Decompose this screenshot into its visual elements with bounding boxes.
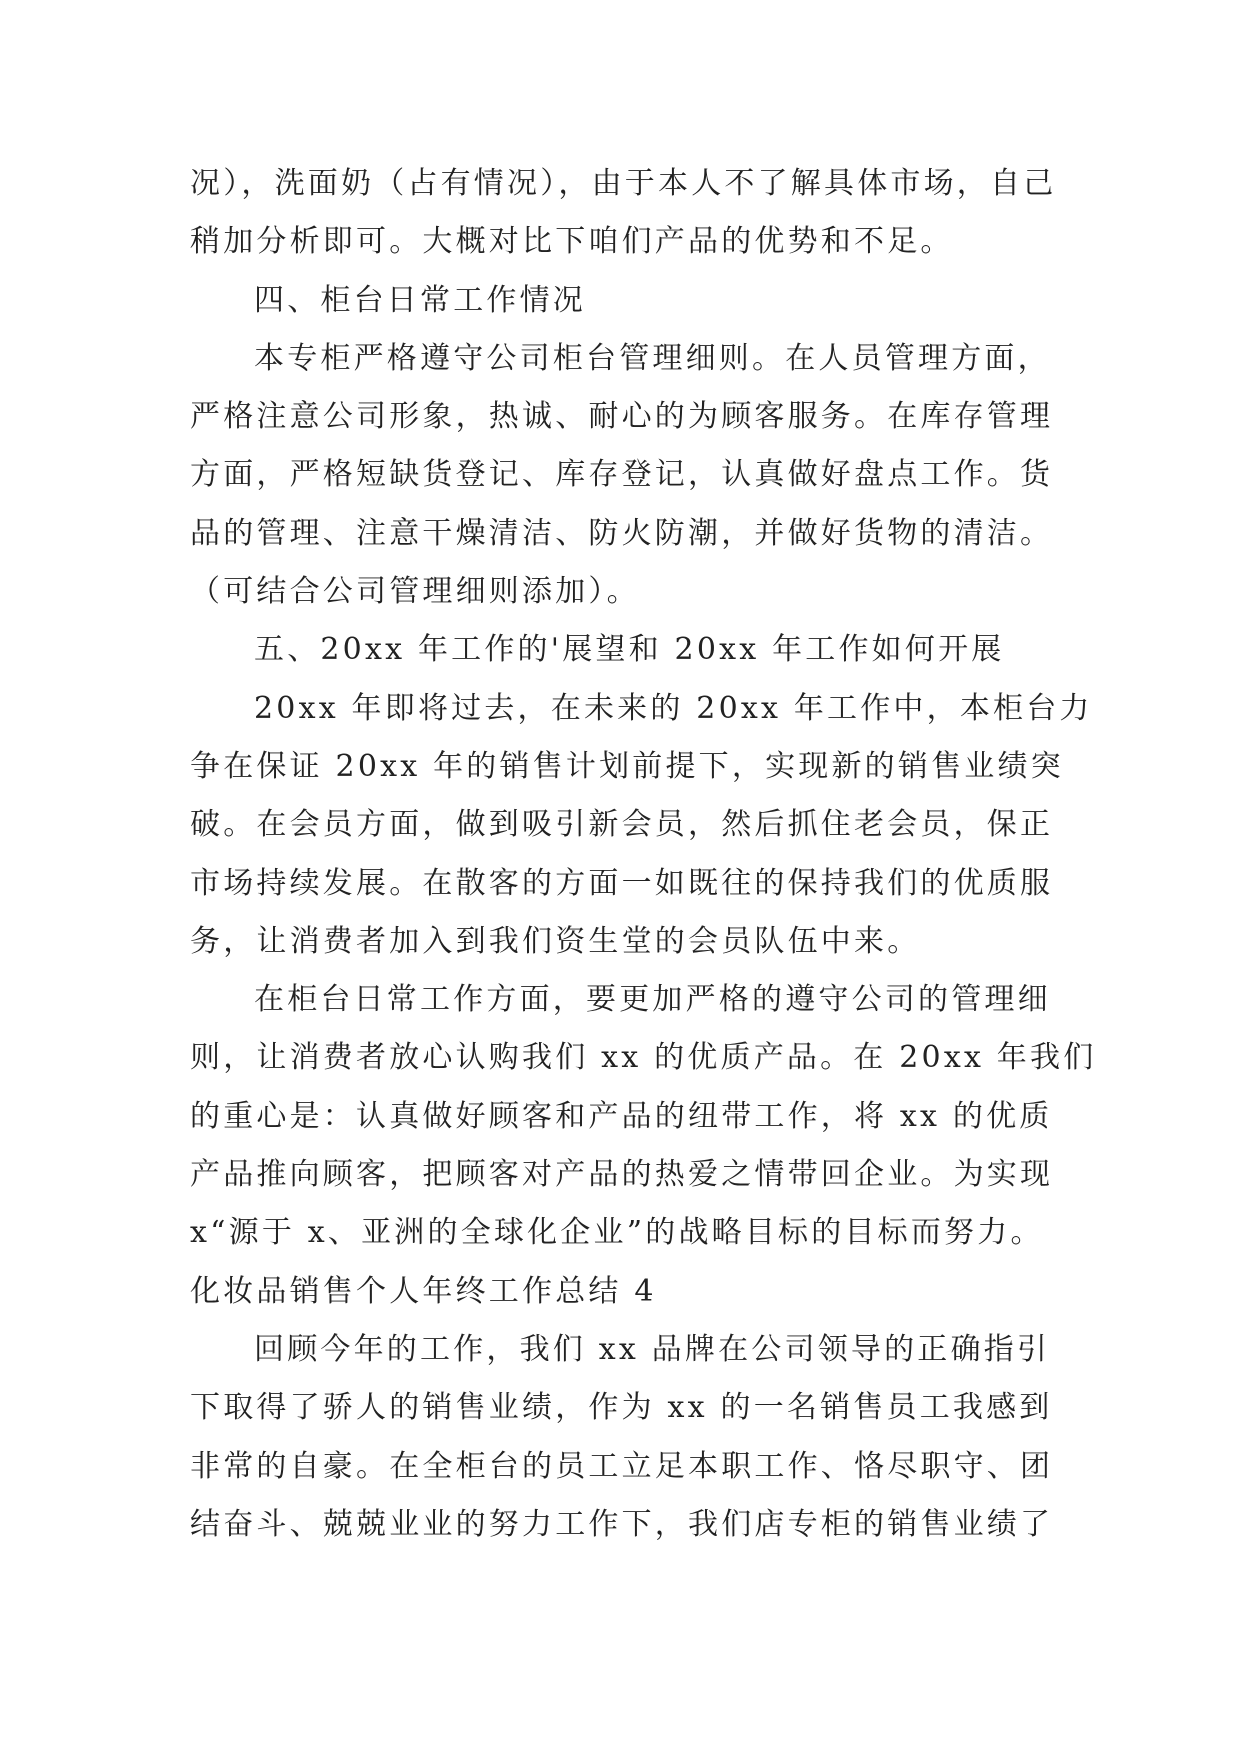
- section-heading: 四、柜台日常工作情况: [254, 282, 586, 318]
- text-line: 市场持续发展。在散客的方面一如既往的保持我们的优质服: [190, 865, 1054, 901]
- text-line: 况），洗面奶（占有情况），由于本人不了解具体市场，自己: [190, 166, 1057, 201]
- text-line: （可结合公司管理细则添加）。: [190, 574, 640, 610]
- text-line: 破。在会员方面，做到吸引新会员，然后抓住老会员，保正: [190, 807, 1054, 843]
- text-line: 则，让消费者放心认购我们 xx 的优质产品。在 20xx 年我们: [190, 1040, 1097, 1076]
- text-line: 争在保证 20xx 年的销售计划前提下，实现新的销售业绩突: [190, 748, 1064, 784]
- text-line: 在柜台日常工作方面，要更加严格的遵守公司的管理细: [254, 982, 1051, 1018]
- text-line: 产品推向顾客，把顾客对产品的热爱之情带回企业。为实现: [190, 1157, 1054, 1193]
- text-line: 的重心是：认真做好顾客和产品的纽带工作，将 xx 的优质: [190, 1098, 1053, 1134]
- text-line: 品的管理、注意干燥清洁、防火防潮，并做好货物的清洁。: [190, 515, 1054, 551]
- document-body: [190, 155, 1097, 1554]
- text-line: 方面，严格短缺货登记、库存登记，认真做好盘点工作。货: [190, 457, 1054, 493]
- text-line: 务，让消费者加入到我们资生堂的会员队伍中来。: [190, 923, 921, 959]
- text-line: 20xx 年即将过去，在未来的 20xx 年工作中，本柜台力: [254, 690, 1093, 726]
- section-heading: 五、20xx 年工作的'展望和 20xx 年工作如何开展: [254, 632, 1005, 668]
- text-line: 本专柜严格遵守公司柜台管理细则。在人员管理方面，: [254, 340, 1051, 376]
- text-line: 非常的自豪。在全柜台的员工立足本职工作、恪尽职守、团: [190, 1448, 1054, 1484]
- text-line: 结奋斗、兢兢业业的努力工作下，我们店专柜的销售业绩了: [190, 1506, 1054, 1542]
- article-title: 化妆品销售个人年终工作总结 4: [190, 1273, 657, 1309]
- text-line: 下取得了骄人的销售业绩，作为 xx 的一名销售员工我感到: [190, 1390, 1053, 1426]
- text-line: 回顾今年的工作，我们 xx 品牌在公司领导的正确指引: [254, 1331, 1051, 1367]
- text-line: 稍加分析即可。大概对比下咱们产品的优势和不足。: [190, 224, 954, 260]
- text-line: x“源于 x、亚洲的全球化企业”的战略目标的目标而努力。: [190, 1215, 1044, 1251]
- text-line: 严格注意公司形象，热诚、耐心的为顾客服务。在库存管理: [190, 399, 1054, 435]
